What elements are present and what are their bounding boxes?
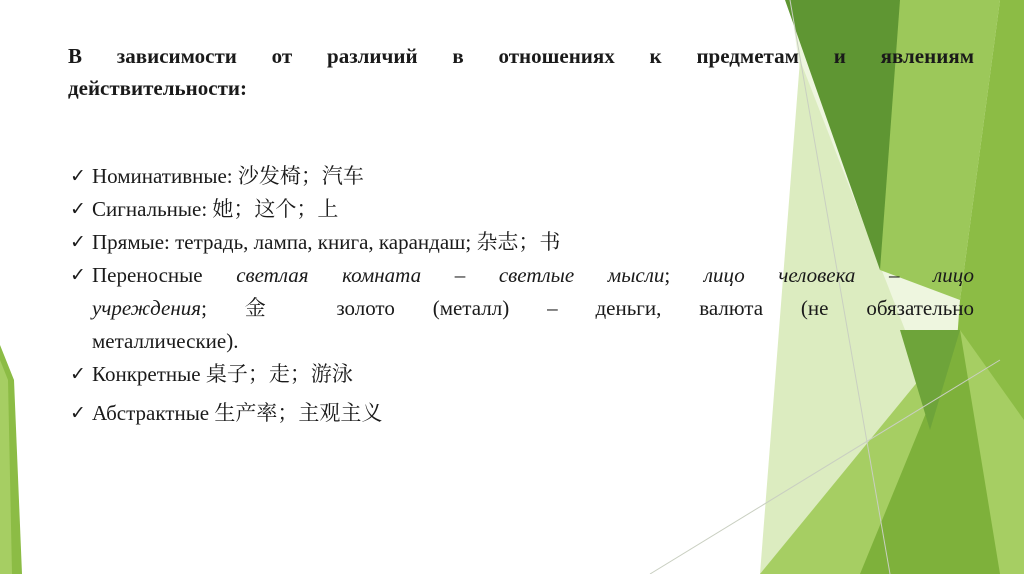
item-label: Номинативные:	[92, 164, 233, 188]
item-example-chinese: 她；这个；上	[212, 197, 339, 221]
example-text: светлые мысли	[498, 263, 665, 287]
heading-line-1: В зависимости от различий в отношениях к предметам и явлениям	[68, 44, 974, 68]
item-example-chinese: 桌子；走；游泳	[205, 362, 353, 386]
checkmark-icon: ✓	[70, 198, 86, 220]
separator: ;	[201, 296, 207, 320]
item-label: Сигнальные:	[92, 197, 208, 221]
checkmark-icon: ✓	[70, 402, 86, 424]
checkmark-icon: ✓	[70, 363, 86, 385]
list-item	[68, 193, 974, 226]
item-line-3: металлические).	[92, 329, 239, 353]
item-line-2	[92, 292, 974, 325]
list-item	[68, 226, 974, 259]
slide-heading	[68, 40, 974, 104]
checkmark-icon: ✓	[70, 264, 86, 286]
item-example-chinese: 金	[244, 296, 299, 320]
list-item	[68, 397, 974, 430]
separator: ;	[664, 263, 671, 287]
example-text: светлая комната	[236, 263, 422, 287]
list-item	[68, 259, 974, 358]
checkmark-icon: ✓	[70, 165, 86, 187]
item-example-chinese: 杂志；书	[476, 230, 561, 254]
list-item	[68, 358, 974, 391]
item-label: Переносные	[92, 263, 203, 287]
bullet-list	[68, 160, 974, 430]
item-label: Прямые: тетрадь, лампа, книга, карандаш;	[92, 230, 472, 254]
checkmark-icon: ✓	[70, 231, 86, 253]
example-text: лицо человека	[703, 263, 856, 287]
item-label: Конкретные	[92, 362, 201, 386]
dash: –	[889, 263, 900, 287]
heading-line-2: действительности:	[68, 76, 247, 100]
dash: –	[454, 263, 466, 287]
item-example-chinese: 生产率；主观主义	[214, 401, 383, 425]
item-line-1	[92, 259, 974, 292]
example-text: лицо	[933, 263, 975, 287]
item-label: Абстрактные	[92, 401, 210, 425]
item-continuation: золото (металл) – деньги, валюта (не обязательно	[336, 296, 975, 320]
example-text: учреждения	[92, 296, 202, 320]
slide-content	[68, 40, 974, 430]
item-example-chinese: 沙发椅；汽车	[237, 164, 364, 188]
list-item	[68, 160, 974, 193]
